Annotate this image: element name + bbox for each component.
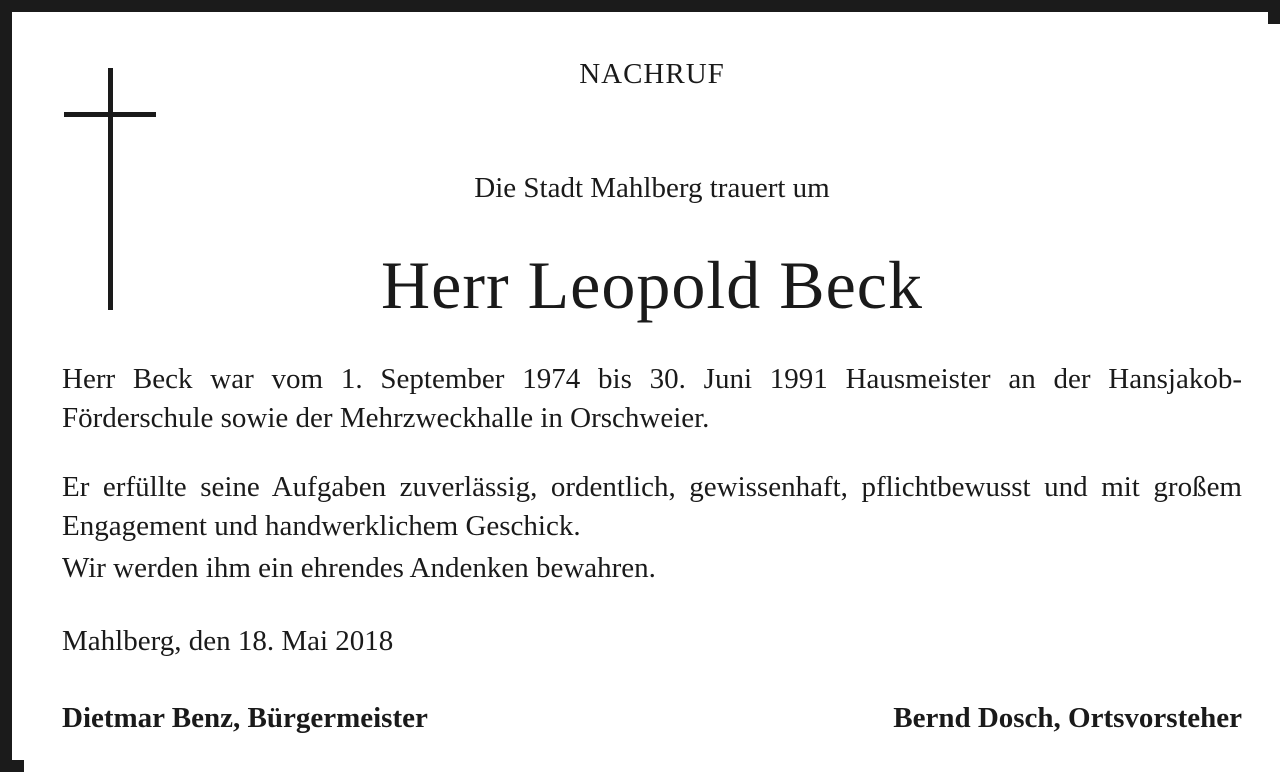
- place-date: Mahlberg, den 18. Mai 2018: [62, 625, 394, 657]
- paragraph-tribute: Er erfüllte seine Aufgaben zuverlässig, ordentlich, gewissenhaft, pflichtbewusst und mit großem Engagement und handwerklichem Geschick.: [62, 471, 1242, 542]
- notice-heading: NACHRUF: [579, 58, 725, 90]
- signature-local-mayor: Bernd Dosch, Ortsvorsteher: [893, 702, 1242, 734]
- obituary-notice: [24, 24, 1280, 772]
- signature-mayor: Dietmar Benz, Bürgermeister: [62, 702, 428, 734]
- notice-intro: Die Stadt Mahlberg trauert um: [474, 172, 830, 204]
- paragraph-career: Herr Beck war vom 1. September 1974 bis 30. Juni 1991 Hausmeister an der Hansjakob-Förderschule sowie der Mehrzweckhalle in Orschweier.: [62, 363, 1242, 434]
- cross-horizontal-bar: [64, 112, 156, 117]
- deceased-name: Herr Leopold Beck: [381, 247, 923, 323]
- paragraph-remembrance: Wir werden ihm ein ehrendes Andenken bewahren.: [62, 552, 656, 584]
